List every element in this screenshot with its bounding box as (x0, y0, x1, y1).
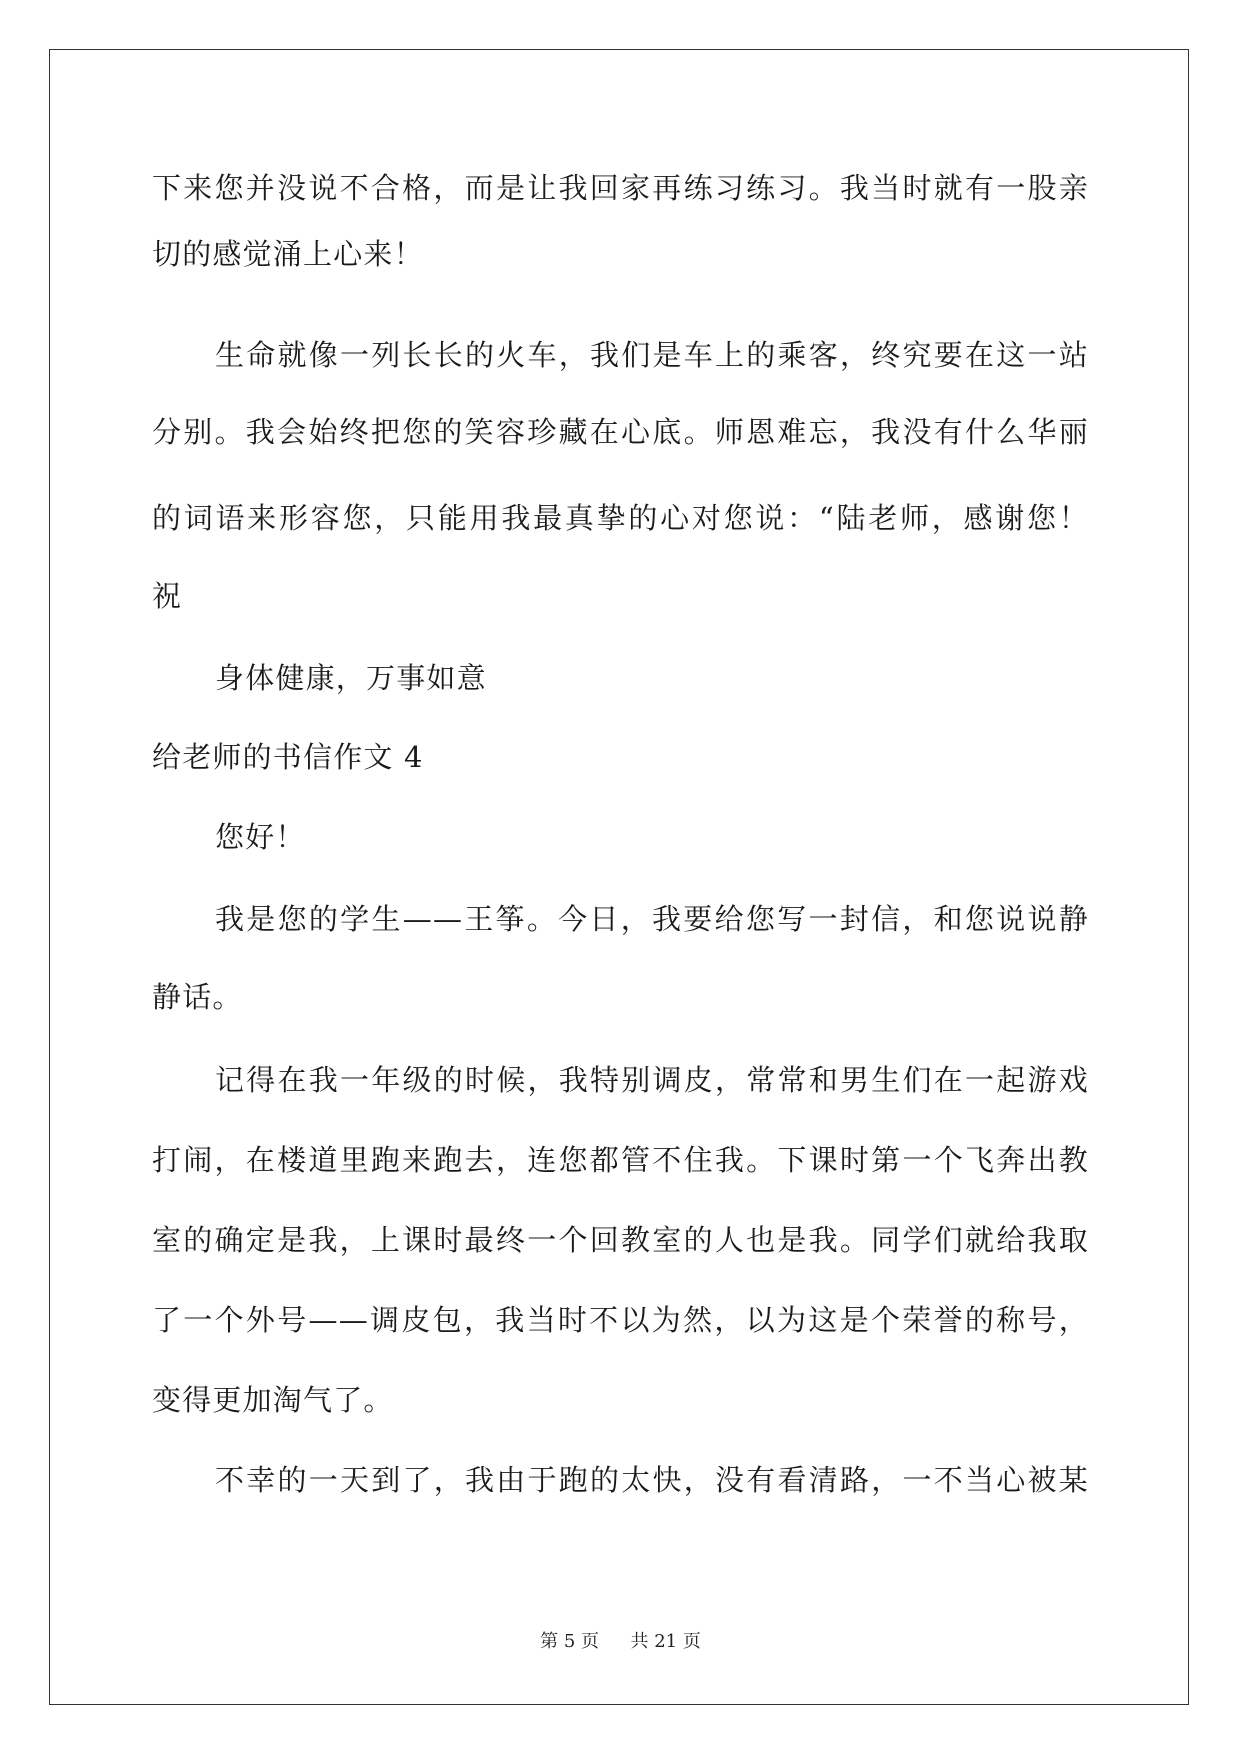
paragraph-first-line: 生命就像一列长长的火车，我们是车上的乘客，终究要在这一站 (215, 338, 1089, 372)
page-border (49, 49, 1189, 1705)
text-line: 了一个外号——调皮包，我当时不以为然，以为这是个荣誉的称号， (152, 1303, 1089, 1337)
text-line: 变得更加淘气了。 (152, 1383, 394, 1417)
text-line: 分别。我会始终把您的笑容珍藏在心底。师恩难忘，我没有什么华丽 (152, 415, 1089, 449)
text-line: 打闹，在楼道里跑来跑去，连您都管不住我。下课时第一个飞奔出教 (152, 1143, 1089, 1177)
text-line: 静话。 (152, 980, 243, 1014)
page-footer (0, 1630, 1241, 1654)
text-line: 切的感觉涌上心来！ (152, 237, 424, 271)
salutation: 您好！ (215, 820, 306, 854)
page-number: 第 5 页 (540, 1631, 600, 1652)
text-line: 的词语来形容您，只能用我最真挚的心对您说：“陆老师，感谢您！ (152, 501, 1089, 535)
paragraph-first-line: 记得在我一年级的时候，我特别调皮，常常和男生们在一起游戏 (215, 1063, 1089, 1097)
text-line: 室的确定是我，上课时最终一个回教室的人也是我。同学们就给我取 (152, 1223, 1089, 1257)
closing-wish: 身体健康，万事如意 (215, 661, 487, 695)
paragraph-first-line: 不幸的一天到了，我由于跑的太快，没有看清路，一不当心被某 (215, 1463, 1089, 1497)
paragraph-first-line: 我是您的学生——王筝。今日，我要给您写一封信，和您说说静 (215, 902, 1089, 936)
text-line: 祝 (152, 579, 183, 613)
section-heading: 给老师的书信作文 4 (152, 740, 424, 774)
page-total: 共 21 页 (630, 1631, 701, 1652)
text-line: 下来您并没说不合格，而是让我回家再练习练习。我当时就有一股亲 (152, 171, 1089, 205)
